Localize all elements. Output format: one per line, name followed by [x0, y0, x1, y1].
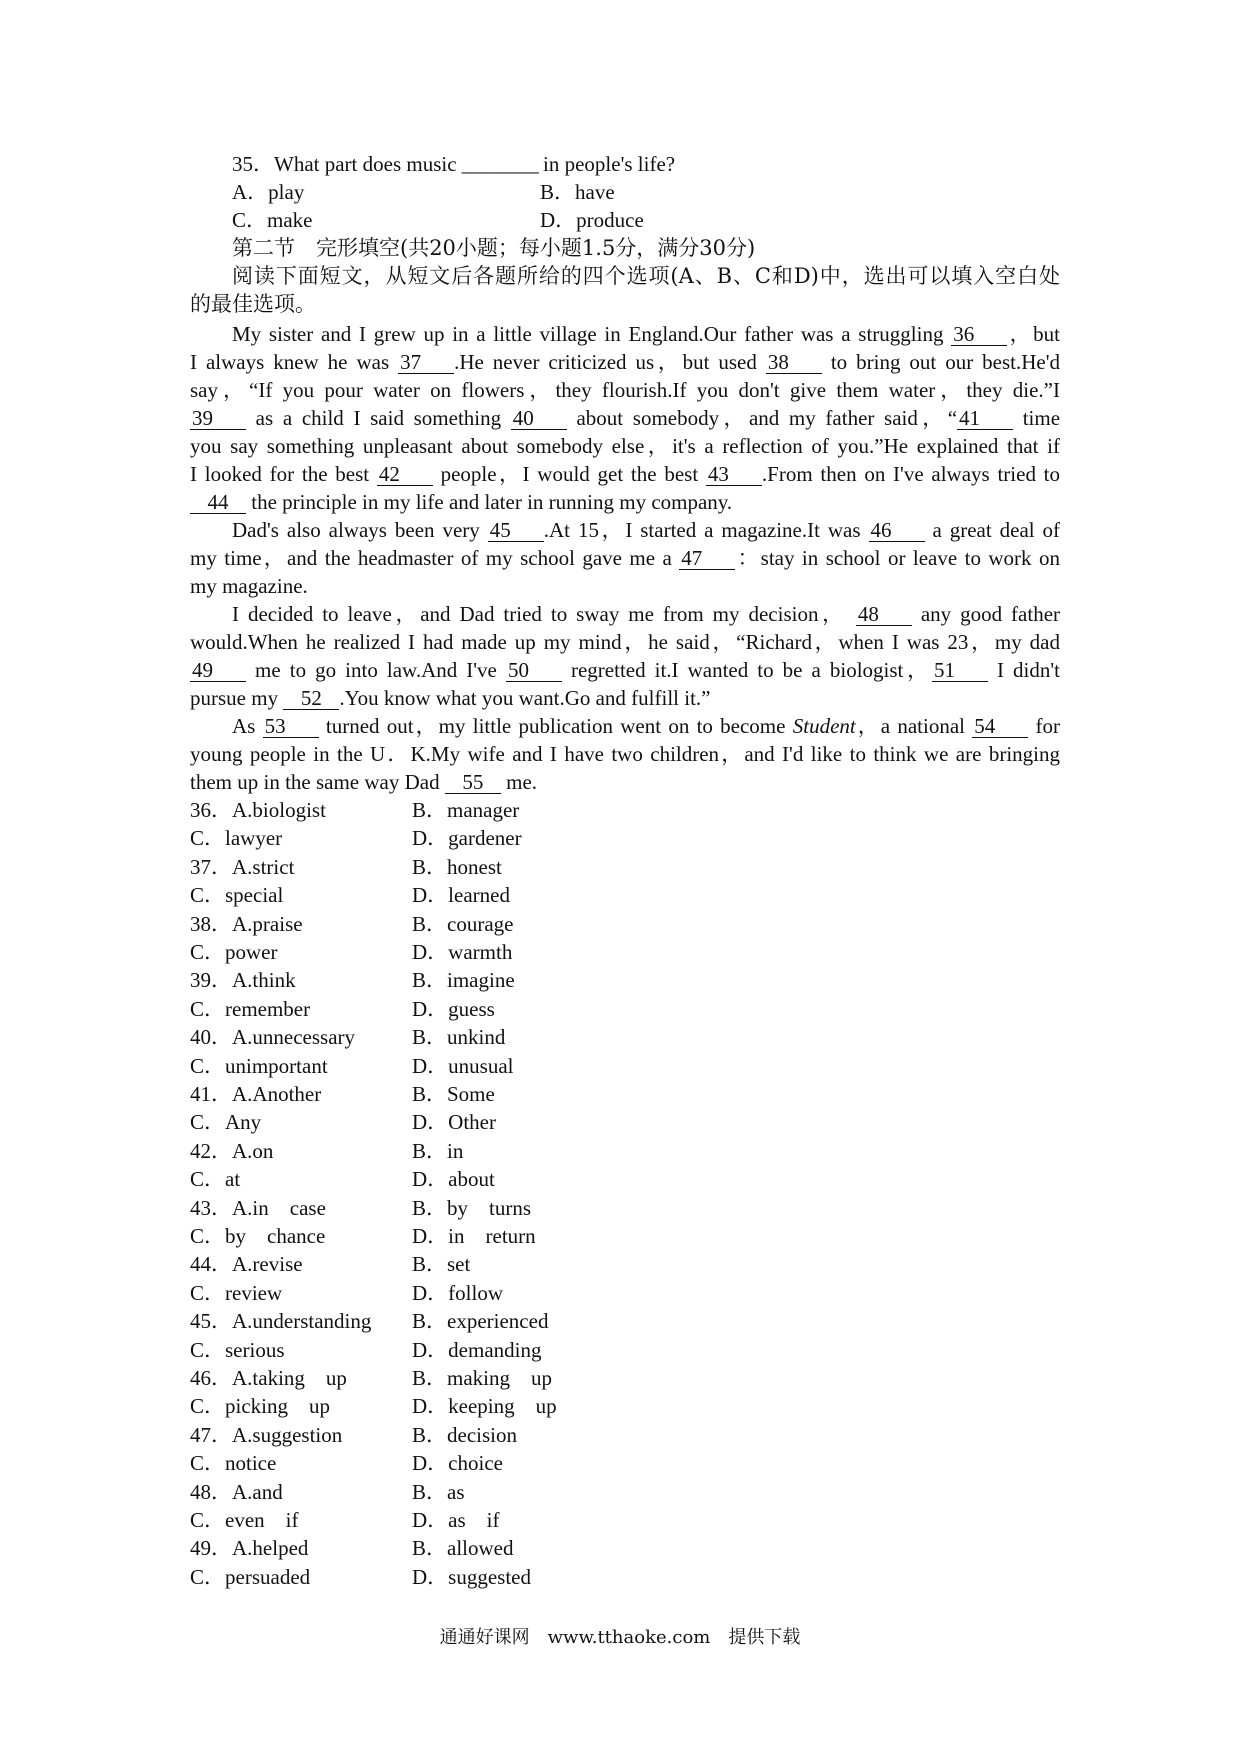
option-46-d: D．keeping up [412, 1394, 557, 1419]
passage-text: my time，and the headmaster of my school gave me a [190, 546, 672, 570]
blank-43: 43 [706, 463, 762, 486]
q35-option-b: B．have [540, 180, 615, 204]
passage-text: I decided to leave，and Dad tried to sway me from my decision， [232, 602, 847, 626]
blank-39: 39 [190, 407, 246, 430]
blank-49: 49 [190, 659, 246, 682]
blank-50: 50 [506, 659, 562, 682]
magazine-title: Student [792, 714, 856, 738]
blank-36: 36 [951, 323, 1007, 346]
passage-line [190, 404, 1060, 432]
option-41-c: C．Any [190, 1110, 262, 1135]
option-36-c: C．lawyer [190, 826, 283, 851]
passage-line [232, 516, 1060, 544]
q35-option-d: D．produce [540, 208, 644, 232]
option-42-d: D．about [412, 1167, 495, 1192]
option-46-a: 46．A.taking up [190, 1366, 347, 1390]
blank-55: 55 [445, 771, 501, 794]
page-footer: 通通好课网 www.tthaoke.com 提供下载 [439, 1627, 801, 1648]
option-46-c: C．picking up [190, 1394, 330, 1419]
option-36-b: B．manager [412, 798, 520, 822]
passage-text: them up in the same way Dad [190, 770, 440, 794]
option-44-c: C．review [190, 1280, 283, 1305]
passage-text: any good father [920, 602, 1061, 626]
passage-text: Dad's also always been very [232, 518, 480, 542]
option-36-d: D．gardener [412, 826, 522, 851]
blank-54: 54 [972, 715, 1028, 738]
option-38-b: B．courage [412, 911, 514, 936]
passage-line [190, 460, 1060, 488]
option-47-c: C．notice [190, 1451, 277, 1476]
option-44-b: B．set [412, 1252, 471, 1277]
option-46-b: B．making up [412, 1366, 552, 1390]
option-49-b: B．allowed [412, 1536, 514, 1561]
passage-text: As [232, 714, 256, 738]
blank-45: 45 [488, 519, 544, 542]
option-45-b: B．experienced [412, 1309, 549, 1334]
option-44-a: 44．A.revise [190, 1252, 303, 1277]
option-44-d: D．follow [412, 1280, 503, 1305]
option-40-c: C．unimportant [190, 1053, 328, 1078]
passage-text: a great deal of [932, 518, 1061, 542]
option-39-d: D．guess [412, 996, 495, 1021]
passage-text: ：stay in school or leave to work on [735, 546, 1060, 570]
passage-text: .At 15，I started a magazine.It was [543, 518, 861, 542]
passage-text: time [1022, 406, 1061, 430]
q35-option-c: C．make [232, 208, 313, 232]
option-43-a: 43．A.in case [190, 1195, 326, 1220]
option-39-a: 39．A.think [190, 968, 296, 993]
passage-line: say，“If you pour water on flowers，they flourish.If you don't give them water，they die.”I [190, 378, 1060, 402]
passage-text: people，I would get the best [440, 462, 699, 486]
option-48-a: 48．A.and [190, 1479, 283, 1504]
passage-text: the principle in my life and later in running my company. [251, 490, 733, 514]
option-38-d: D．warmth [412, 940, 513, 964]
option-45-d: D．demanding [412, 1337, 542, 1362]
passage-text: regretted it.I wanted to be a biologist， [570, 658, 932, 682]
passage-text: .From then on I've always tried to [761, 462, 1061, 486]
passage-text: about somebody，and my father said，“ [576, 406, 958, 430]
option-38-c: C．power [190, 940, 278, 964]
option-41-d: D．Other [412, 1110, 496, 1135]
option-37-b: B．honest [412, 854, 502, 879]
option-40-d: D．unusual [412, 1053, 514, 1078]
option-39-b: B．imagine [412, 968, 515, 993]
option-45-c: C．serious [190, 1337, 285, 1362]
blank-46: 46 [869, 519, 925, 542]
blank-44: 44 [190, 491, 246, 514]
passage-line: my magazine. [190, 574, 308, 598]
blank-53: 53 [263, 715, 319, 738]
passage-line [232, 712, 1060, 740]
option-45-a: 45．A.understanding [190, 1309, 372, 1334]
passage-line: you say something unpleasant about somebody else，it's a reflection of you.”He explained that if [190, 434, 1060, 458]
blank-48: 48 [856, 603, 912, 626]
passage-line [232, 600, 1060, 628]
option-49-c: C．persuaded [190, 1564, 311, 1589]
option-39-c: C．remember [190, 996, 311, 1021]
option-40-b: B．unkind [412, 1025, 506, 1050]
option-43-c: C．by chance [190, 1224, 326, 1248]
passage-line [190, 656, 1060, 684]
passage-text: I looked for the best [190, 462, 370, 486]
blank-38: 38 [766, 351, 822, 374]
passage-text: me. [506, 770, 538, 794]
option-48-b: B．as [412, 1479, 465, 1504]
passage-text: for [1035, 714, 1061, 738]
passage-text: as a child I said something [255, 406, 502, 430]
blank-51: 51 [932, 659, 988, 682]
section-instruction-line-1: 阅读下面短文，从短文后各题所给的四个选项(A、B、C和D)中，选出可以填入空白处 [232, 264, 1060, 288]
passage-line: would.When he realized I had made up my mind，he said，“Richard，when I was 23，my dad [190, 630, 1060, 654]
option-47-b: B．decision [412, 1422, 517, 1447]
passage-text: .He never criticized us，but used [454, 350, 757, 374]
passage-line [190, 684, 1060, 712]
option-41-a: 41．A.Another [190, 1082, 322, 1106]
passage-text: I didn't [997, 658, 1061, 682]
option-42-b: B．in [412, 1138, 464, 1163]
passage-text: .You know what you want.Go and fulfill it.” [339, 686, 711, 710]
option-36-a: 36．A.biologist [190, 798, 326, 822]
q35-option-a: A．play [232, 180, 305, 204]
passage-text: me to go into law.And I've [255, 658, 497, 682]
question-35-blank: ________ [461, 152, 538, 176]
passage-line [190, 768, 1060, 796]
passage-line [190, 348, 1060, 376]
section-title: 第二节 完形填空(共20小题；每小题1.5分，满分30分) [232, 236, 756, 260]
option-37-c: C．special [190, 883, 284, 908]
option-49-d: D．suggested [412, 1564, 531, 1589]
passage-line: young people in the U．K.My wife and I have two children，and I'd like to think we are bringing [190, 742, 1060, 766]
option-42-a: 42．A.on [190, 1138, 274, 1163]
question-35-stem-pre: 35．What part does music [232, 152, 457, 176]
option-43-d: D．in return [412, 1224, 536, 1248]
option-37-d: D．learned [412, 883, 510, 908]
passage-text: ，a national [855, 714, 965, 738]
blank-37: 37 [398, 351, 454, 374]
blank-42: 42 [377, 463, 433, 486]
option-48-d: D．as if [412, 1508, 500, 1532]
passage-line [190, 488, 1060, 516]
blank-41: 41 [957, 407, 1013, 430]
blank-40: 40 [511, 407, 567, 430]
option-41-b: B．Some [412, 1082, 495, 1106]
option-43-b: B．by turns [412, 1195, 532, 1220]
passage-text: ，but [1007, 322, 1060, 346]
blank-52: 52 [283, 687, 339, 710]
passage-text: pursue my [190, 686, 279, 710]
option-40-a: 40．A.unnecessary [190, 1025, 356, 1050]
passage-text: turned out，my little publication went on to become [325, 714, 786, 738]
option-48-c: C．even if [190, 1508, 299, 1532]
option-37-a: 37．A.strict [190, 854, 295, 879]
passage-line [190, 544, 1060, 572]
question-35 [232, 150, 675, 178]
option-47-d: D．choice [412, 1451, 503, 1476]
section-instruction-line-2: 的最佳选项。 [190, 292, 316, 316]
option-42-c: C．at [190, 1167, 241, 1192]
option-38-a: 38．A.praise [190, 911, 303, 936]
option-47-a: 47．A.suggestion [190, 1422, 343, 1447]
blank-47: 47 [679, 547, 735, 570]
question-35-stem-post: in people's life? [543, 152, 676, 176]
option-49-a: 49．A.helped [190, 1536, 309, 1561]
passage-text: to bring out our best.He'd [830, 350, 1061, 374]
passage-text: My sister and I grew up in a little village in England.Our father was a struggling [232, 322, 944, 346]
passage-text: I always knew he was [190, 350, 390, 374]
passage-line [232, 320, 1060, 348]
